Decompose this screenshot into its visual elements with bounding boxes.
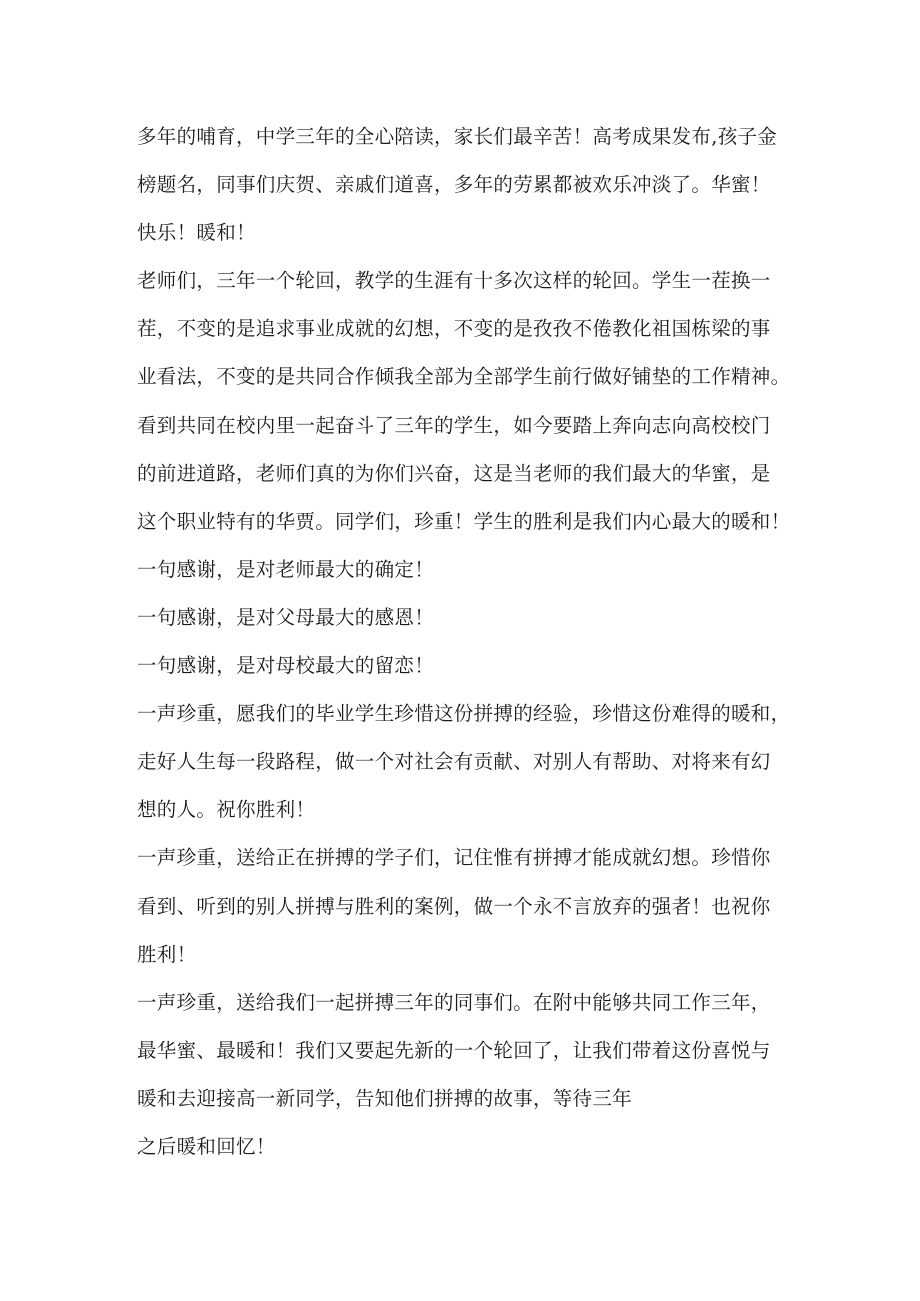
text-line: 之后暖和回忆！ <box>137 1134 276 1158</box>
text-line: 一句感谢，是对母校最大的留恋！ <box>137 654 435 678</box>
text-line: 一声珍重，愿我们的毕业学生珍惜这份拼搏的经验，珍惜这份难得的暖和， <box>137 702 791 726</box>
text-line: 的前进道路，老师们真的为你们兴奋，这是当老师的我们最大的华蜜，是 <box>137 461 771 485</box>
text-line: 一声珍重，送给正在拼搏的学子们，记住惟有拼搏才能成就幻想。珍惜你 <box>137 846 771 870</box>
text-line: 老师们，三年一个轮回，教学的生涯有十多次这样的轮回。学生一茬换一 <box>137 269 771 293</box>
text-line: 走好人生每一段路程，做一个对社会有贡献、对别人有帮助、对将来有幻 <box>137 750 771 774</box>
text-line: 多年的哺育，中学三年的全心陪读，家长们最辛苦！高考成果发布,孩子金 <box>137 125 778 148</box>
text-line: 一句感谢，是对老师最大的确定！ <box>137 557 435 581</box>
text-line: 一声珍重，送给我们一起拼搏三年的同事们。在附中能够共同工作三年， <box>137 990 771 1014</box>
text-line: 胜利！ <box>137 942 197 966</box>
text-line: 业看法，不变的是共同合作倾我全部为全部学生前行做好铺垫的工作精神。 <box>137 365 791 389</box>
text-line: 快乐！暖和！ <box>137 221 256 245</box>
text-line: 暖和去迎接高一新同学，告知他们拼搏的故事，等待三年 <box>137 1086 633 1110</box>
text-line: 想的人。祝你胜利！ <box>137 798 316 822</box>
text-line: 一句感谢，是对父母最大的感恩！ <box>137 605 435 629</box>
text-line: 看到、听到的别人拼搏与胜利的案例，做一个永不言放弃的强者！也祝你 <box>137 894 771 918</box>
text-line: 这个职业特有的华贾。同学们，珍重！学生的胜利是我们内心最大的暖和！ <box>137 509 791 533</box>
text-line: 看到共同在校内里一起奋斗了三年的学生，如今要踏上奔向志向高校校门 <box>137 413 771 437</box>
text-line: 榜题名，同事们庆贺、亲戚们道喜，多年的劳累都被欢乐冲淡了。华蜜！ <box>137 173 771 197</box>
text-line: 最华蜜、最暖和！我们又要起先新的一个轮回了，让我们带着这份喜悦与 <box>137 1038 771 1062</box>
text-line: 茬，不变的是追求事业成就的幻想，不变的是孜孜不倦教化祖国栋梁的事 <box>137 317 771 341</box>
document-body <box>137 113 817 1171</box>
